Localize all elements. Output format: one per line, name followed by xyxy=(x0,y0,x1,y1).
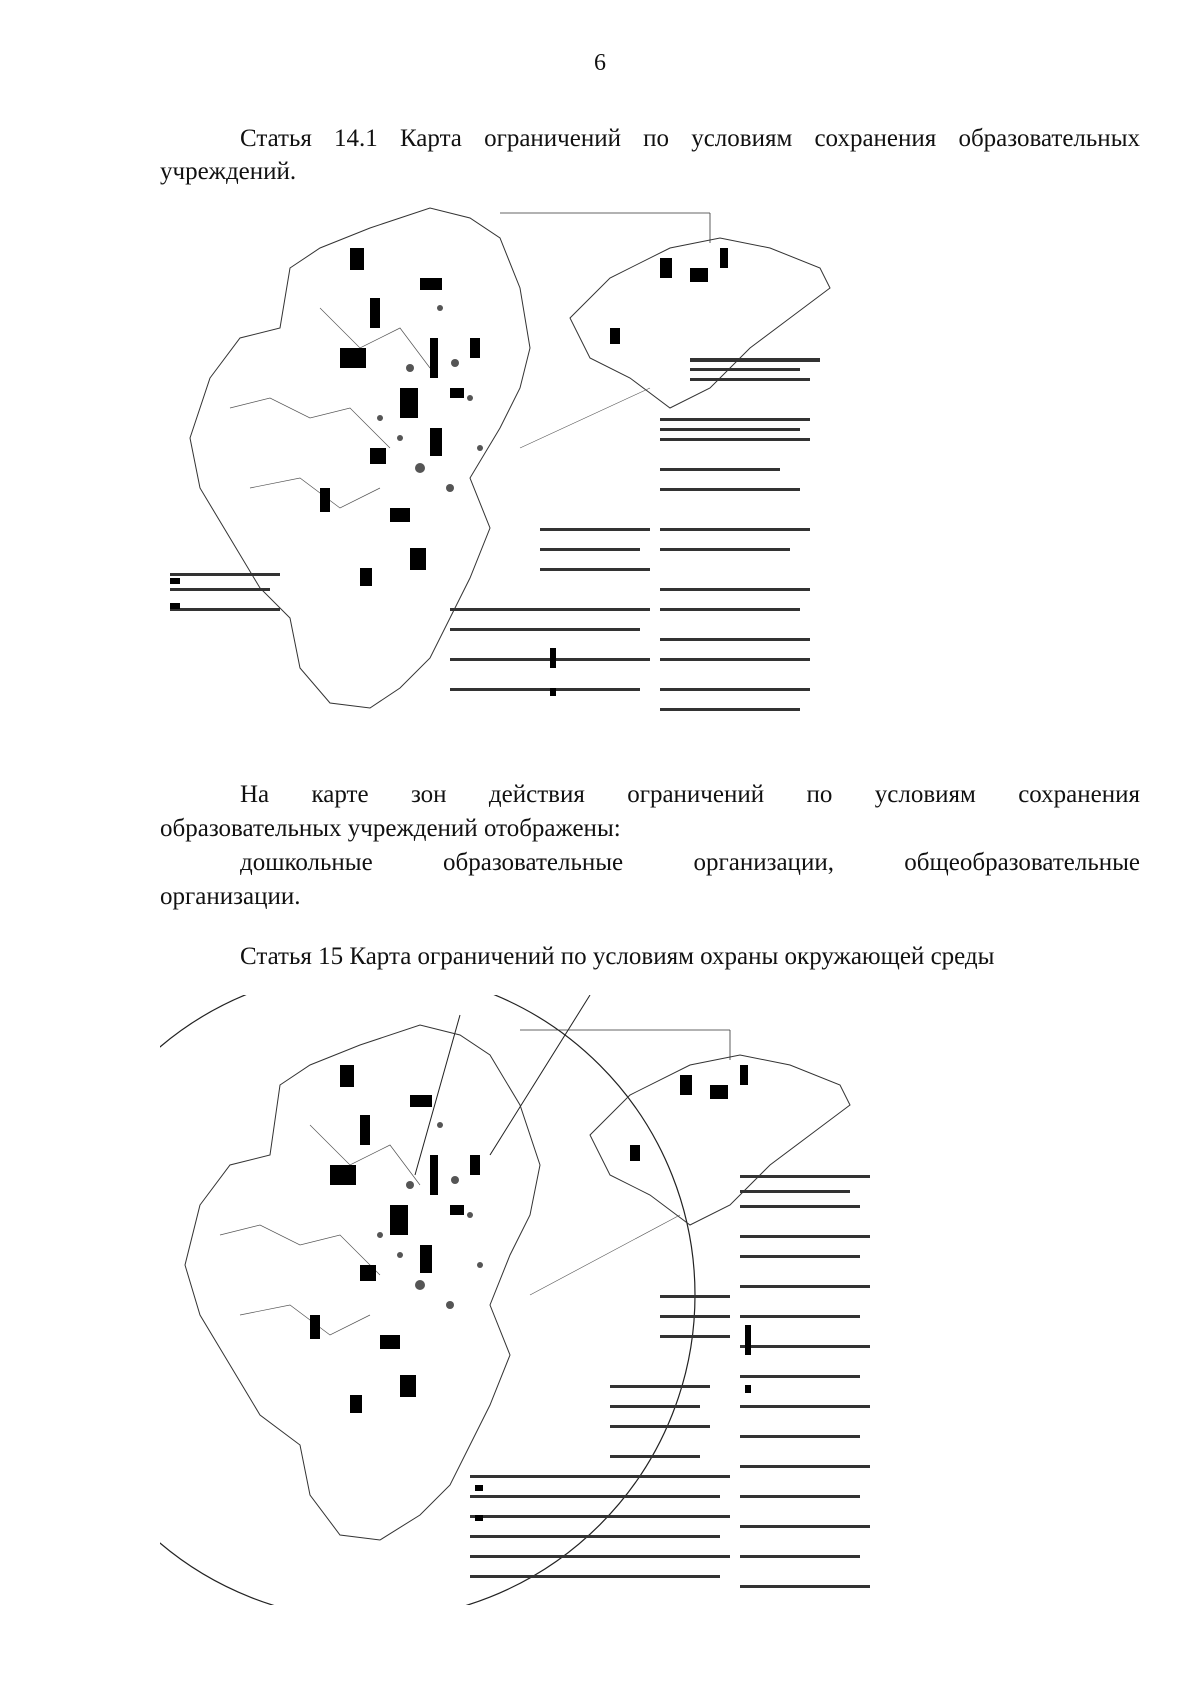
paragraph-1-line-2: образовательных учреждений отображены: xyxy=(160,815,621,842)
article-15-heading: Статья 15 Карта ограничений по условиям охраны окружающей среды xyxy=(240,943,995,970)
article-14-1-heading: Статья 14.1 Карта ограничений по условиям сохранения образовательных учреждений. xyxy=(160,125,1140,185)
restrictions-map-education xyxy=(170,188,892,753)
paragraph-2-line-2: организации. xyxy=(160,883,301,910)
restrictions-map-environment xyxy=(160,995,920,1605)
paragraph-2-line-1: дошкольные образовательные организации, общеобразовательные xyxy=(240,849,1140,876)
paragraph-1-line-1: На карте зон действия ограничений по условиям сохранения xyxy=(240,781,1140,808)
page-number: 6 xyxy=(594,50,606,76)
